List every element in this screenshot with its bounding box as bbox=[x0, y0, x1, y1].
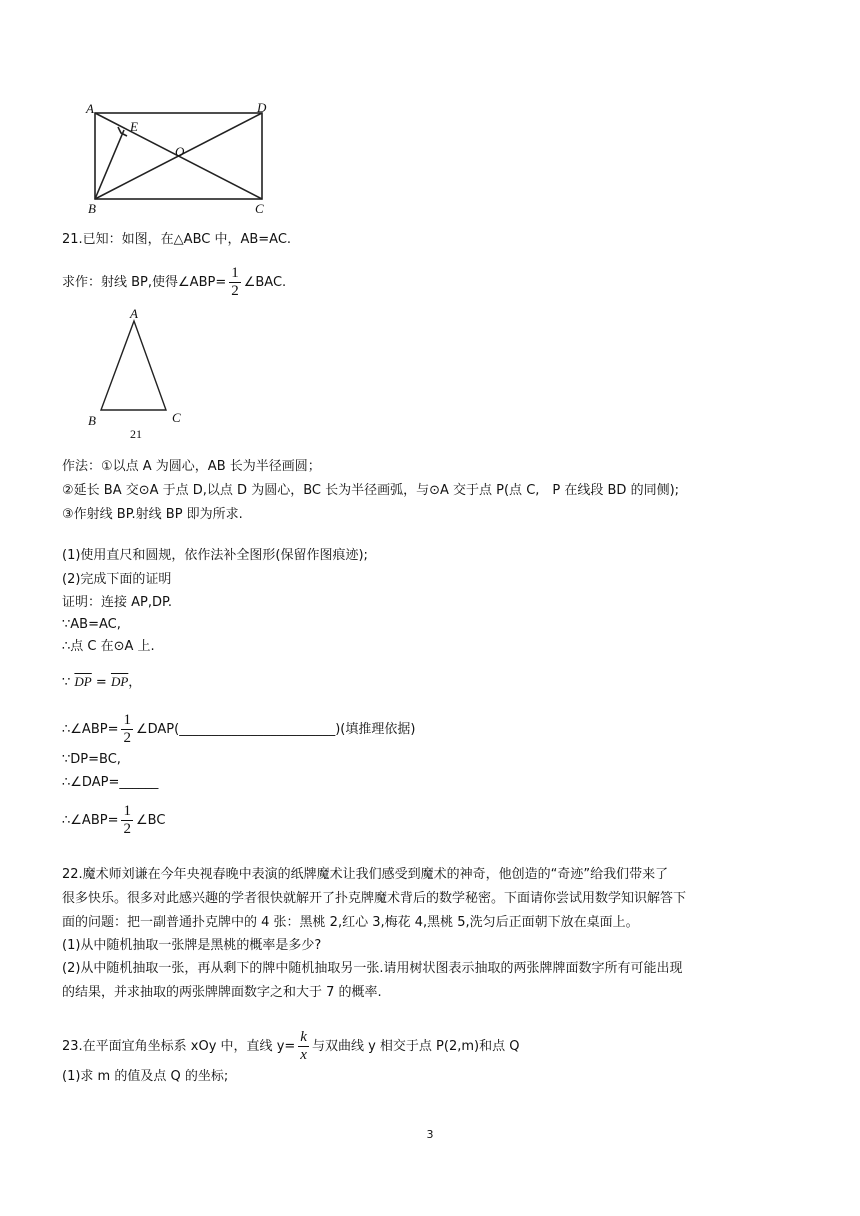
q22-line-2: 很多快乐。很多对此感兴趣的学者很快就解开了扑克牌魔术背后的数学秘密。下面请你尝试用数学知识解答下 bbox=[62, 891, 687, 906]
proof-line-7-prefix: ∴∠ABP= bbox=[62, 813, 119, 828]
label-o: O bbox=[175, 144, 185, 159]
figure-caption: 21 bbox=[130, 427, 142, 441]
proof-line-5: ∵DP=BC, bbox=[62, 752, 121, 767]
q22-line-3: 面的问题：把一副普通扑克牌中的 4 张：黑桃 2,红心 3,梅花 4,黑桃 5,洗匀后正面朝下放在桌面上。 bbox=[62, 915, 639, 930]
q23-line bbox=[62, 1030, 519, 1063]
proof-intro: 证明：连接 AP,DP. bbox=[62, 595, 172, 610]
q21-ask bbox=[62, 266, 286, 299]
label-b: B bbox=[88, 201, 96, 216]
rectangle-abcd-figure bbox=[84, 100, 284, 218]
q23-line-prefix: 23.在平面宜角坐标系 xOy 中，直线 y= bbox=[62, 1039, 296, 1054]
triangle-outline bbox=[101, 321, 166, 410]
q21-ask-prefix: 求作：射线 BP,使得∠ABP= bbox=[62, 275, 227, 290]
label-c: C bbox=[172, 410, 181, 425]
fraction-denominator: 2 bbox=[231, 283, 239, 299]
fraction-denominator: 2 bbox=[123, 730, 131, 746]
label-d: D bbox=[257, 100, 267, 115]
proof-line-6 bbox=[62, 773, 158, 793]
fraction-denominator: 2 bbox=[123, 821, 131, 837]
label-a: A bbox=[130, 306, 138, 321]
q21-given: 21.已知：如图，在△ABC 中，AB=AC. bbox=[62, 232, 292, 247]
method-step-3: ③作射线 BP.射线 BP 即为所求. bbox=[62, 507, 243, 522]
q22-part2-line-2: 的结果，并求抽取的两张牌牌面数字之和大于 7 的概率. bbox=[62, 985, 382, 1000]
proof-line-4-suffix: ∠DAP(________________________)(填推理依据) bbox=[135, 722, 416, 737]
fraction-numerator: 1 bbox=[231, 265, 239, 281]
label-c: C bbox=[255, 201, 264, 216]
fraction-k-over-x bbox=[298, 1030, 309, 1063]
triangle-abc-figure bbox=[80, 306, 200, 444]
proof-line-6-prefix: ∴∠DAP= bbox=[62, 775, 120, 790]
proof-line-3-prefix: ∵ bbox=[62, 675, 71, 690]
label-e: E bbox=[130, 119, 138, 134]
proof-line-1: ∵AB=AC, bbox=[62, 617, 121, 632]
page-number: 3 bbox=[426, 1128, 434, 1141]
equals-sign: = bbox=[95, 675, 107, 690]
q21-part2: (2)完成下面的证明 bbox=[62, 572, 172, 587]
method-step-1: 作法：①以点 A 为圆心，AB 长为半径画圆； bbox=[62, 459, 321, 474]
arc-dp-2: $\overline{DP}$ bbox=[110, 674, 129, 689]
q21-ask-suffix: ∠BAC. bbox=[243, 275, 287, 290]
proof-line-7 bbox=[62, 804, 165, 837]
q22-part1: (1)从中随机抽取一张牌是黑桃的概率是多少? bbox=[62, 938, 322, 953]
q22-part2-line-1: (2)从中随机抽取一张，再从剩下的牌中随机抽取另一张.请用树状图表示抽取的两张牌牌面数字所有可能出现 bbox=[62, 961, 683, 976]
q23-part1: (1)求 m 的值及点 Q 的坐标; bbox=[62, 1069, 229, 1084]
proof-line-3-suffix: ， bbox=[128, 675, 142, 690]
fraction-half bbox=[121, 713, 133, 746]
proof-line-7-suffix: ∠BC bbox=[135, 813, 166, 828]
perpendicular-be bbox=[95, 130, 124, 199]
arc-dp-1: $\overline{DP}$ bbox=[74, 674, 92, 689]
proof-line-4 bbox=[62, 713, 415, 746]
fraction-numerator: 1 bbox=[123, 803, 131, 819]
fraction-numerator: 1 bbox=[123, 712, 131, 728]
fraction-denominator: x bbox=[300, 1047, 307, 1063]
fraction-half bbox=[121, 804, 133, 837]
fraction-half bbox=[229, 266, 241, 299]
q22-line-1: 22.魔术师刘谦在今年央视春晚中表演的纸牌魔术让我们感受到魔术的神奇，他创造的“奇迹”给我们带来了 bbox=[62, 867, 669, 882]
answer-blank[interactable]: ______ bbox=[119, 775, 159, 790]
fraction-numerator: k bbox=[300, 1029, 307, 1045]
label-b: B bbox=[88, 413, 96, 428]
proof-line-3 bbox=[62, 672, 141, 693]
q21-part1: (1)使用直尺和圆规，依作法补全图形(保留作图痕迹); bbox=[62, 548, 368, 563]
method-step-2: ②延长 BA 交⊙A 于点 D,以点 D 为圆心，BC 长为半径画弧，与⊙A 交于点 P(点 C, P 在线段 BD 的同侧); bbox=[62, 483, 680, 498]
proof-line-2: ∴点 C 在⊙A 上. bbox=[62, 639, 155, 654]
proof-line-4-prefix: ∴∠ABP= bbox=[62, 722, 119, 737]
label-a: A bbox=[86, 101, 94, 116]
q23-line-suffix: 与双曲线 y 相交于点 P(2,m)和点 Q bbox=[311, 1039, 520, 1054]
